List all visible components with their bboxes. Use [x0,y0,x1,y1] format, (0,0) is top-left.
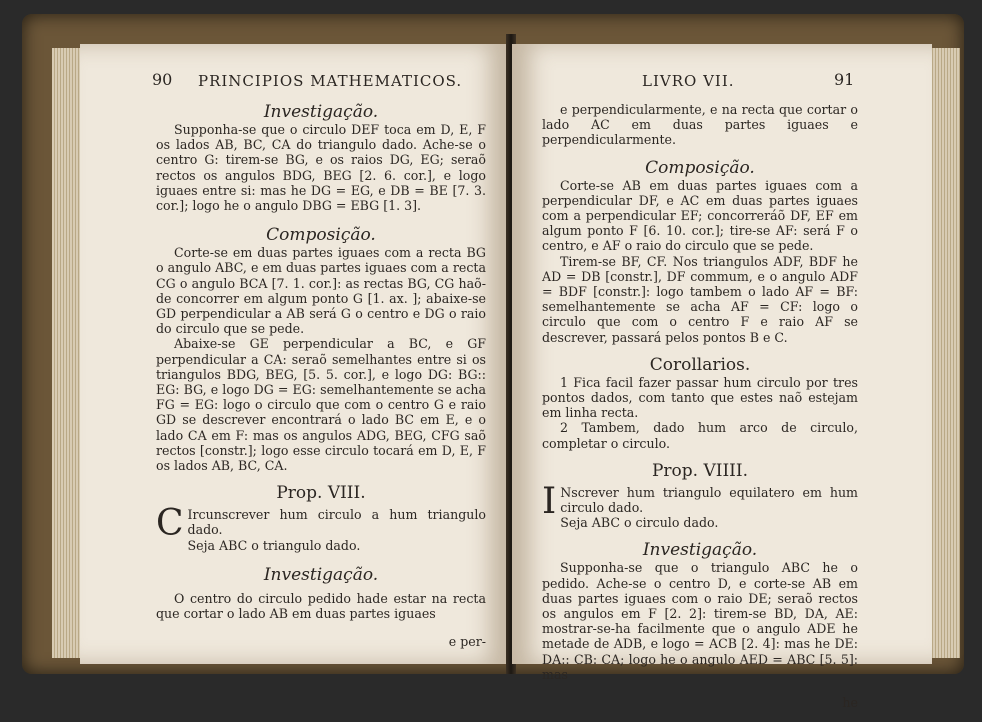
left-page [80,44,508,664]
paragraph: 1 Fica facil fazer passar hum circulo por tres pontos dados, com tanto que estes naõ estejam em linha recta. [542,374,858,421]
section-heading: Investigação. [263,102,379,122]
corollaries-heading: Corollarios. [649,354,751,375]
section-heading: Composição. [645,157,755,178]
section-heading: Investigação. [263,564,379,585]
prop-heading: Prop. VIIII. [651,460,749,481]
paragraph: Tirem-se BF, CF. Nos triangulos ADF, BDF he AD = DB [constr.], DF commum, e o angulo ADF = BDF [constr.]: logo tambem o lado AF = BF: semelhantemente se acha AF = CF: logo o circulo que com o centro F e raio AF se descrever, passará pelos pontos B e C. [542,253,858,345]
left-page-number: 90 [152,70,173,89]
paragraph: O centro do circulo pedido hade estar na recta que cortar o lado AB em duas partes iguaes [156,590,486,622]
page-edges-right [930,48,960,658]
paragraph: Seja ABC o circulo dado. [560,515,719,531]
drop-capital: C [156,503,184,545]
left-running-head: PRINCIPIOS MATHEMATICOS. [198,72,463,90]
paragraph: Corte-se AB em duas partes iguaes com a perpendicular DF, e AC em duas partes iguaes com a perpendicular EF; concorreráõ DF, EF em algum ponto F [6. 10. cor.]; tire-se AF: será F o centro, e AF o raio do circulo que se pede. [542,177,858,254]
paragraph: Corte-se em duas partes iguaes com a recta BG o angulo ABC, e em duas partes iguaes com a recta CG o angulo BCA [7. 1. cor.]: as rectas BG, CG haõ-de concorrer em algum ponto G [1. ax. ]; abaixe-se GD perpendicular a AB será G o centro e DG o raio do circulo que se pede. [156,245,486,337]
section-heading: Investigação. [642,540,758,561]
paragraph: Nscrever hum triangulo equilatero em hum circulo dado. [560,484,858,516]
left-content [156,102,486,661]
catchword: e per- [448,633,486,649]
paragraph: e perpendicularmente, e na recta que cortar o lado AC em duas partes iguaes e perpendicularmente. [542,102,858,148]
page-edges-left [52,48,82,658]
right-page [512,44,932,710]
section-heading: Composição. [266,225,376,246]
right-content [542,102,858,722]
book-spread [22,14,964,710]
paragraph: Supponha-se que o circulo DEF toca em D, E, F os lados AB, BC, CA do triangulo dado. Ache-se o centro G: tirem-se BG, e os raios DG, EG; seraõ rectos os angulos BDG, BEG [2. 6. cor.], e logo iguaes entre si: mas he DG = EG, e DB = BE [7. 3. cor.]; logo he o angulo DBG = EBG [1. 3]. [156,122,486,214]
paragraph: Supponha-se que o triangulo ABC he o pedido. Ache-se o centro D, e corte-se AB em duas partes iguaes com o raio DE; seraõ rectos os angulos em F [2. 2]: tirem-se BD, DA, AE: mostrar-se-ha facilmente que o angulo ADE he metade de ADB, e logo = ACB [2. 4]: mas he DE: DA:: CB: CA; logo he o angulo AED = ABC [5. 5]: mas [542,560,858,682]
right-running-head: LIVRO VII. [642,72,735,90]
paragraph: Ircunscrever hum circulo a hum triangulo dado. [187,507,486,538]
prop-statement [156,503,486,553]
right-page-number: 91 [834,70,855,89]
paragraph: 2 Tambem, dado hum arco de circulo, completar o circulo. [542,420,858,451]
prop-heading: Prop. VIII. [276,483,366,504]
catchword: he [842,694,858,710]
prop-statement [542,480,858,531]
drop-capital: I [542,480,557,522]
paragraph: Abaixe-se GE perpendicular a BC, e GF perpendicular a CA: seraõ semelhantes entre si os triangulos BDG, BEG, [5. 5. cor.], e logo DG: BG:: EG: BG, e logo DG = EG: semelhantemente se acha FG = EG: logo o circulo que com o centro G e raio GD se descrever encontrará o lado BC em E, e o lado CA em F: mas os angulos ADG, BEG, CFG saõ rectos [constr.]; logo esse circulo tocará em D, E, F os lados AB, BC, CA. [156,336,486,474]
paragraph: Seja ABC o triangulo dado. [187,537,361,553]
